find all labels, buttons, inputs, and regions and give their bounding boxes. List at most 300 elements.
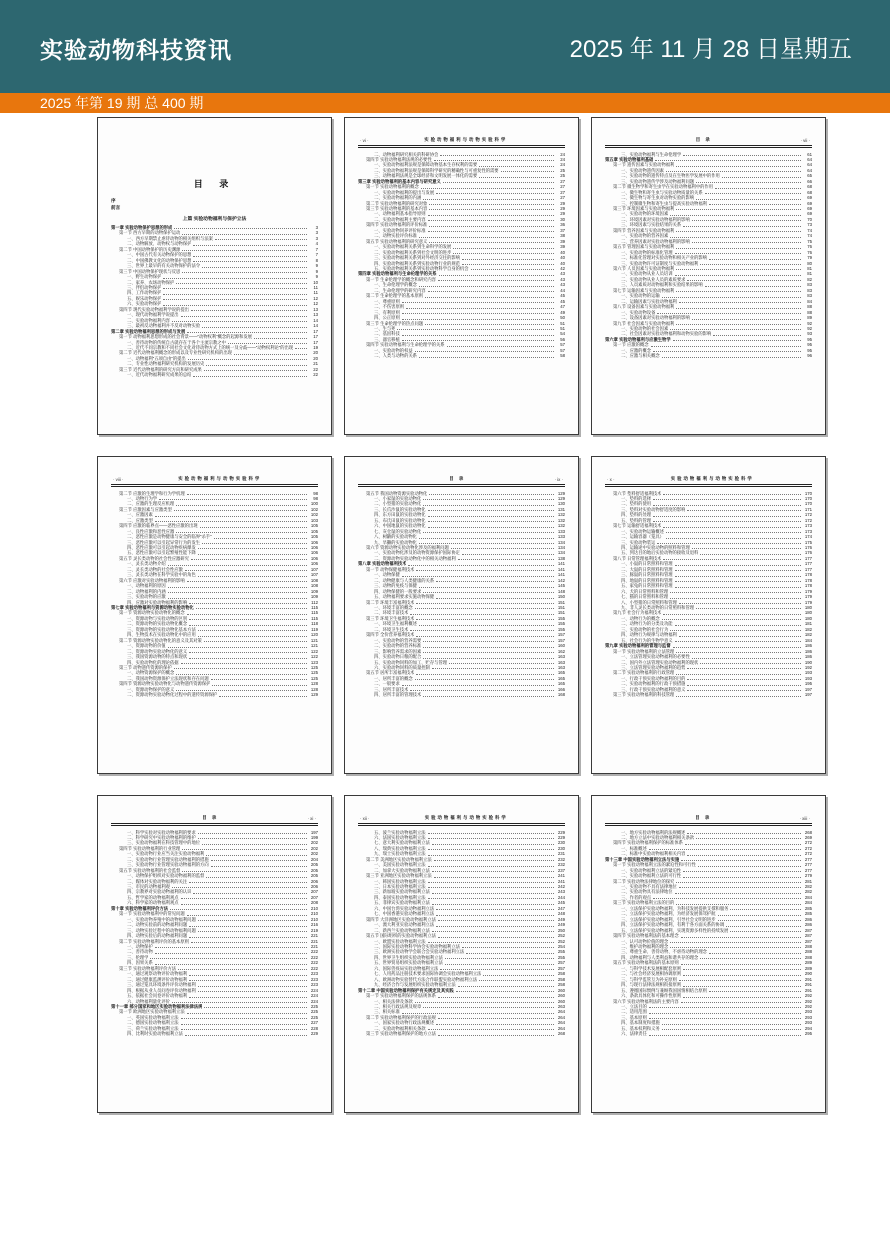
- toc-page-number: 98: [313, 490, 318, 496]
- toc-entry-text: 三、灵长类动物在科学实验中的角色: [127, 572, 196, 578]
- toc-entry-text: 六、实验动物饲料的质量控制: [374, 665, 430, 670]
- toc-entry-text: 第四节 实验动物福利保护的标准体系: [613, 840, 683, 846]
- toc-entry-text: 一、实验动物的环境因素: [621, 211, 669, 217]
- toc-entry-text: 一、环境卫生福利概述: [374, 621, 417, 627]
- toc-entry-text: 五、波兰实验动物福利立法: [374, 829, 426, 835]
- toc-entry-text: 三、新加坡实验动物福利立法: [374, 889, 430, 895]
- toc-entry-text: 六、科学家的动物福利观点: [127, 900, 179, 906]
- toc-page-number: 165: [557, 670, 565, 676]
- toc-page-number: 37: [560, 227, 565, 233]
- toc-entry-text: 第十章 实验动物福利评价方法: [111, 905, 169, 911]
- toc-entry-text: 第二节 近代动物福利概念的形成以及专业性研究机构的出现: [119, 350, 232, 356]
- toc-entry-text: 第二节 实验动物福利保护的行政法规: [366, 1014, 436, 1020]
- toc-page-number: 88: [807, 304, 812, 310]
- toc-entry-text: 三、立法保护实验动物福利，引导社会文明的进步: [621, 916, 716, 922]
- toc-page-number: 40: [560, 249, 565, 255]
- dot-leader: [428, 866, 554, 867]
- dot-leader: [440, 155, 554, 156]
- toc-page-number: 170: [804, 490, 812, 496]
- toc-page-number: 74: [807, 233, 812, 239]
- toc-entry-text: 第四节 实验动物福利的评价标准: [366, 222, 428, 228]
- toc-entry-text: 一、行政干预实验动物福利的目的: [621, 675, 686, 681]
- toc-entry-text: 四、动物保健的一般要求: [374, 588, 422, 594]
- toc-entry-text: 二、我国动物资源保护立法现状和存在问题: [127, 675, 209, 681]
- toc-page-number: 157: [557, 637, 565, 643]
- toc-page-number: 106: [310, 545, 318, 551]
- toc-entry-text: 第五章 实验动物福利基础: [605, 156, 654, 162]
- toc-page-number: 268: [804, 829, 812, 835]
- toc-entry-text: 一、实验动物遗传因素: [621, 167, 664, 173]
- toc-page-number: 272: [804, 840, 812, 846]
- toc-entry-text: 一、居所丰富的概念: [374, 675, 413, 681]
- toc-entry-text: 第六节 资源动物实验动物化涉及的福利问题: [366, 545, 449, 551]
- toc-page-number: 20: [313, 355, 318, 361]
- dot-leader: [150, 958, 307, 959]
- dot-leader: [692, 319, 801, 320]
- toc-page-number: 293: [804, 1020, 812, 1026]
- dot-leader: [438, 920, 554, 921]
- toc-page-number: 17: [313, 339, 318, 345]
- toc-entry-text: 二、实验动物福利立法的可行性: [621, 873, 682, 879]
- toc-entry-text: 第四节 实验动物福利法规的必要性: [366, 156, 432, 162]
- toc-page-number: 112: [311, 599, 318, 605]
- dot-leader: [168, 598, 307, 599]
- toc-page-number: 176: [804, 545, 812, 551]
- toc-page-number: 25: [560, 173, 565, 179]
- toc-page-number: 129: [557, 490, 565, 496]
- toc-entry-text: 一、良性应激和恶性应激: [127, 528, 175, 534]
- toc-page-number: 68: [807, 184, 812, 190]
- dot-leader: [193, 261, 307, 262]
- toc-entry-text: 一、生与死: [374, 326, 396, 331]
- toc-entry-text: 四、生物技术在实验动物化中的应用: [127, 632, 196, 638]
- toc-entry-text: 二、新西兰实验动物福利立法: [374, 927, 430, 933]
- toc-page-number: 243: [557, 889, 565, 895]
- dot-leader: [683, 155, 801, 156]
- toc-page-number: 282: [804, 884, 812, 890]
- toc-entry-text: 第七节 运输舒适福利技术: [613, 523, 662, 529]
- toc-page-number: 282: [804, 889, 812, 895]
- toc-page-number: 260: [557, 993, 565, 999]
- toc-page-number: 225: [310, 1014, 318, 1020]
- dot-leader: [429, 242, 554, 243]
- dot-leader: [419, 357, 554, 358]
- toc-entry-text: 第十二章 中国实验动物福利保护有关规定及其实践: [358, 987, 454, 993]
- toc-entry-text: 二、中国佛教文化的动物保护思想: [127, 257, 192, 263]
- toc-entry-text: 三、我国资源动物的特点和现状: [127, 654, 188, 660]
- dot-leader: [438, 1018, 554, 1019]
- toc-entry-text: 一、实验动物福利关系到生命科学的发展: [374, 244, 452, 250]
- toc-page-number: 24: [560, 156, 565, 162]
- toc-entry-text: 一、中国古代有关动物保护的思想: [127, 252, 192, 258]
- toc-page-number: 98: [313, 495, 318, 501]
- toc-page-number: 171: [804, 506, 812, 512]
- toc-entry-text: 一、微生物和寄生虫与实验动物质量的关系: [621, 189, 703, 195]
- toc-entry-text: 二、实验动物福利关系到社会文明的进步: [374, 249, 452, 255]
- toc-entry-text: 第四节 实验动物福利与生命伦理学的关系: [366, 342, 445, 348]
- toc-entry-text: 第六节 垫料舒适福利技术: [613, 490, 662, 496]
- dot-leader: [181, 663, 307, 664]
- toc-page-number: 178: [804, 577, 812, 583]
- toc-entry-text: 五、动物福利要求实施动物保健: [374, 594, 435, 600]
- dot-leader: [419, 625, 554, 626]
- toc-line: [111, 372, 318, 377]
- toc-entry-text: 一、实验动物的营养因素: [621, 233, 669, 239]
- toc-entry-text: 四、基本制度和措施: [621, 1020, 660, 1026]
- toc-entry-text: 一、动物保护: [127, 944, 153, 950]
- toc-entry-text: 第五节 居所丰富福利技术: [366, 670, 415, 676]
- toc-page-number: 102: [310, 506, 318, 512]
- toc-entry-text: 二、资源动物的实验动物化概念: [127, 621, 188, 627]
- toc-entry-text: 四、动物行为规律与动物福利: [621, 632, 677, 638]
- toc-page-number: 128: [310, 686, 318, 692]
- toc-entry-text: 四、立法保护实验动物福利，有利于各方面关系的协调: [621, 922, 725, 928]
- toc-entry-text: 第八节 设备因素与实验动物福利: [613, 304, 675, 310]
- dot-leader: [709, 991, 801, 992]
- toc-entry-text: 一、环境丰富的概念: [374, 605, 413, 611]
- toc-page-number: 95: [807, 342, 812, 348]
- toc-page-number: 27: [560, 184, 565, 190]
- toc-entry-text: 三、伦理学: [127, 954, 149, 960]
- toc-entry-text: 第一节 实验动物福利中的常见问题: [119, 911, 185, 917]
- dot-leader: [458, 986, 554, 987]
- toc-page-number: 202: [310, 851, 318, 857]
- dot-leader: [726, 926, 801, 927]
- toc-page-number: 84: [807, 298, 812, 304]
- running-header-left: · xii ·: [360, 816, 370, 821]
- dot-leader: [436, 193, 554, 194]
- toc-entry-text: 五、到达目的地后实验动物的接收及退料: [621, 550, 699, 556]
- toc-entry-text: 三、垫料对实验动物舒适度的影响: [621, 506, 686, 512]
- toc-entry-text: 三、动物福利法规是全球经济和文明发展一体化的需要: [374, 173, 478, 179]
- running-header-center: 目 录: [695, 815, 712, 820]
- dot-leader: [198, 833, 307, 834]
- header-rule: [605, 823, 812, 827]
- toc-page-number: 36: [560, 222, 565, 228]
- toc-page-number: 179: [804, 599, 812, 605]
- toc-page-number: 129: [557, 495, 565, 501]
- dot-leader: [462, 947, 554, 948]
- dot-leader: [416, 674, 554, 675]
- dot-leader: [419, 543, 554, 544]
- toc-page-number: 250: [557, 927, 565, 933]
- header-rule: [605, 145, 812, 149]
- toc-page-number: 287: [804, 933, 812, 939]
- dot-leader: [189, 926, 307, 927]
- toc-entry-text: 第二节 实验动物福利评价的基本原则: [119, 938, 189, 944]
- dot-leader: [675, 641, 801, 642]
- toc-entry-text: 第四节 实验动物福利的行业管理: [119, 845, 181, 851]
- toc-entry-text: 第一章 实验动物保护思想的形成: [111, 225, 173, 230]
- toc-page-number: 268: [557, 1031, 565, 1037]
- toc-page-number: 285: [804, 905, 812, 911]
- toc-page-number: 93: [807, 331, 812, 337]
- toc-entry-text: 二、国际实验动物科学协会实验动物福利立法: [374, 944, 460, 950]
- toc-entry-text: 二、实验动物福利的行政干预措施: [621, 681, 686, 687]
- toc-entry-text: 二、媒体对实验动物福利的关注: [127, 878, 188, 884]
- dot-leader: [155, 521, 307, 522]
- toc-page-number: 83: [807, 287, 812, 293]
- toc-entry-text: 三、器官移植: [374, 336, 400, 342]
- toc-entry-text: 三、伴侣动物保护: [127, 284, 162, 290]
- dot-leader: [155, 953, 307, 954]
- dot-leader: [172, 1002, 307, 1003]
- dot-leader: [189, 975, 307, 976]
- toc-page-number: 3: [315, 230, 318, 236]
- dot-leader: [670, 592, 801, 593]
- toc-page-number: 177: [804, 561, 812, 567]
- dot-leader: [443, 182, 554, 183]
- dot-leader: [649, 1007, 801, 1008]
- toc-page-number: 81: [807, 271, 812, 277]
- dot-leader: [662, 619, 801, 620]
- dot-leader: [679, 980, 801, 981]
- toc-entry-text: 一、认可动物价值的理念: [621, 938, 669, 944]
- toc-page-number: 103: [310, 517, 318, 523]
- toc-page-number: 69: [807, 211, 812, 217]
- toc-entry-text: 一、实验动物运输概述: [621, 528, 664, 534]
- toc-page-number: 24: [560, 151, 565, 157]
- toc-page-number: 107: [310, 572, 318, 578]
- toc-entry-text: 八、小型猪的日常照料和管理: [621, 599, 677, 605]
- toc-entry-text: 第五节 实验动物福利法的基本原则: [613, 960, 679, 966]
- dot-leader: [198, 920, 307, 921]
- toc-entry-text: 第四节 实验动物福利法的基本理念: [613, 933, 679, 939]
- toc-page-number: 43: [560, 271, 565, 277]
- toc-page-number: 172: [804, 517, 812, 523]
- running-header-left: · viii ·: [113, 477, 124, 482]
- toc-page-number: 38: [560, 233, 565, 239]
- dot-leader: [676, 231, 801, 232]
- toc-entry-text: 二、资源动物实验动物化的意义: [127, 648, 188, 654]
- toc-entry-text: 二、实验动物的营养标准: [374, 643, 422, 649]
- toc-entry-text: 第五节 国际组织的实验动物福利立法: [366, 933, 436, 939]
- dot-leader: [402, 302, 554, 303]
- dot-leader: [676, 674, 801, 675]
- toc-entry-text: 二、垫料的使用: [621, 501, 652, 507]
- toc-entry-text: 四、恶性应激可以引起动物疾病爆发: [127, 545, 196, 551]
- toc-page-number: 223: [310, 971, 318, 977]
- toc-entry-text: 三、作者的观点: [621, 894, 652, 900]
- toc-entry-text: 第一节 应激的概念: [613, 342, 649, 348]
- dot-leader: [202, 267, 307, 268]
- dot-leader: [189, 625, 307, 626]
- dot-leader: [663, 494, 801, 495]
- dot-leader: [410, 630, 554, 631]
- dot-leader: [191, 942, 307, 943]
- toc-entry-text: 二、适用范围: [621, 1009, 647, 1015]
- dot-leader: [730, 931, 801, 932]
- running-header-center: 目 录: [695, 137, 712, 142]
- toc-page-number: 106: [310, 561, 318, 567]
- toc-entry-text: 第一节 实验动物福利立法的紧迫性和可行性: [613, 862, 696, 868]
- dot-leader: [440, 969, 554, 970]
- toc-entry-text: 第四节 资源动物实验动物化与动物遗传资源保护: [119, 681, 211, 687]
- toc-page-number: 7: [315, 246, 318, 252]
- dot-leader: [687, 280, 801, 281]
- toc-page-thumbnail-5: [344, 456, 579, 774]
- dot-leader: [675, 587, 801, 588]
- toc-entry-text: 第三节 实验动物福利的科技管理: [613, 692, 675, 698]
- toc-entry-text: 一、实验动物福利的提出与发展: [374, 189, 435, 195]
- dot-leader: [410, 690, 554, 691]
- dot-leader: [181, 1024, 307, 1025]
- dot-leader: [181, 898, 307, 899]
- dot-leader: [415, 351, 554, 352]
- dot-leader: [408, 565, 554, 566]
- dot-leader: [651, 346, 801, 347]
- toc-entry-text: 三、与科学监管互为补充原则: [621, 976, 677, 982]
- toc-entry-text: 三、行政干预实验动物福利的意义: [621, 686, 686, 692]
- toc-entry-text: 第三节 实验动物福利立法的目的: [613, 900, 675, 906]
- toc-entry-text: 一、实验动物的权益: [374, 347, 413, 353]
- dot-leader: [410, 614, 554, 615]
- toc-entry-text: 六、中国台湾实验动物福利立法: [374, 905, 435, 911]
- dot-leader: [696, 838, 801, 839]
- dot-leader: [653, 505, 801, 506]
- dot-leader: [662, 1029, 801, 1030]
- dot-leader: [456, 991, 554, 992]
- toc-page-number: 288: [804, 949, 812, 955]
- dot-leader: [429, 209, 554, 210]
- toc-page-number: 122: [310, 648, 318, 654]
- toc-page-number: 95: [807, 347, 812, 353]
- toc-page-number: 221: [310, 938, 318, 944]
- toc-page-number: 287: [804, 938, 812, 944]
- toc-page-number: 69: [807, 200, 812, 206]
- toc-page-number: 174: [804, 534, 812, 540]
- toc-page-number: 141: [557, 572, 565, 578]
- header-rule: [605, 484, 812, 488]
- dot-leader: [187, 915, 307, 916]
- toc-page-number: 210: [310, 905, 318, 911]
- toc-entry-text: 一、实验动物福利立法的紧迫性: [621, 867, 682, 873]
- toc-page-number: 134: [557, 539, 565, 545]
- dot-leader: [696, 199, 801, 200]
- dot-leader: [168, 647, 307, 648]
- toc-page-number: 105: [310, 528, 318, 534]
- toc-entry-text: 五、社会行为的生物学意义: [621, 637, 673, 643]
- toc-entry-text: 第六节 实验动物福利法的主要内容: [613, 998, 679, 1004]
- toc-page-number: 51: [560, 320, 565, 326]
- masthead-date: 2025 年 11 月 28 日星期五: [569, 36, 852, 63]
- toc-entry-text: 五、世界贸易组织实验动物福利立法: [374, 960, 443, 966]
- dot-leader: [666, 538, 801, 539]
- toc-page-number: 82: [807, 276, 812, 282]
- toc-page-number: 179: [804, 594, 812, 600]
- toc-page-number: 100: [310, 501, 318, 507]
- dot-leader: [198, 931, 307, 932]
- dot-leader: [653, 351, 801, 352]
- toc-entry-text: 七、人用药品注册技术要求国际协调会实验动物福利立法: [374, 971, 482, 977]
- toc-page-number: 96: [807, 353, 812, 359]
- toc-page-number: 11: [313, 284, 318, 290]
- toc-page-thumbnail-1: [97, 117, 332, 435]
- dot-leader: [687, 668, 801, 669]
- dot-leader: [170, 909, 307, 910]
- dot-leader: [428, 898, 554, 899]
- toc-page-number: 163: [557, 659, 565, 665]
- toc-page-number: 155: [557, 626, 565, 632]
- toc-page-number: 43: [560, 282, 565, 288]
- toc-page-number: 176: [804, 550, 812, 556]
- dot-leader: [675, 253, 801, 254]
- dot-leader: [434, 160, 554, 161]
- dot-leader: [428, 527, 554, 528]
- toc-entry-text: 三、市民的动物福利观: [127, 884, 170, 890]
- toc-entry-text: 一、相关法律及条款: [374, 998, 413, 1004]
- dot-leader: [187, 614, 307, 615]
- dot-leader: [174, 510, 307, 511]
- toc-page-number: 162: [557, 648, 565, 654]
- toc-entry-text: 三、最初反动物福利并不反对动物实验: [127, 323, 201, 329]
- dot-leader: [416, 603, 554, 604]
- toc-entry-text: 二、家养、农场动物保护: [127, 279, 175, 285]
- toc-page-number: 79: [807, 255, 812, 261]
- masthead: [0, 0, 890, 93]
- dot-leader: [687, 679, 801, 680]
- dot-leader: [406, 308, 554, 309]
- header-rule: [358, 484, 565, 488]
- toc-page-number: 61: [807, 151, 812, 157]
- toc-entry-text: 一、通过观察动物评价动物福利: [127, 971, 188, 977]
- toc-entry-text: 二、与社会经济发展相协调原则: [621, 971, 682, 977]
- toc-entry-text: 一、动物资源保护的概念: [127, 670, 175, 676]
- dot-leader: [466, 953, 554, 954]
- toc-entry-text: 一、应激因素: [127, 512, 153, 518]
- toc-entry-text: 二、动物解放、动物权与动物保护: [127, 241, 192, 247]
- toc-line: [358, 353, 565, 358]
- toc-entry-text: 三、荷兰实验动物福利立法: [127, 1025, 179, 1031]
- toc-entry-text: 一、澳大利亚实验动物福利立法: [374, 922, 435, 928]
- dot-leader: [181, 904, 307, 905]
- toc-page-number: 148: [557, 588, 565, 594]
- running-header-center: 实验动物福利与动物实验科学: [424, 137, 508, 142]
- toc-page-number: 288: [804, 944, 812, 950]
- dot-leader: [155, 516, 307, 517]
- dot-leader: [462, 554, 554, 555]
- toc-page-number: 58: [560, 353, 565, 359]
- dot-leader: [462, 264, 554, 265]
- toc-page-thumbnail-9: [591, 795, 826, 1113]
- toc-entry-text: 五、立法保护实验动物福利，实现资源多样性的持续发展: [621, 927, 729, 933]
- toc-page-number: 210: [310, 916, 318, 922]
- toc-page-number: 57: [560, 347, 565, 353]
- toc-entry-text: 六、犬的日常照料和管理: [621, 588, 669, 594]
- dot-leader: [193, 256, 307, 257]
- toc-page-number: 230: [557, 840, 565, 846]
- toc-entry-text: 三、控制微生物和寄生虫与提高实验动物福利: [621, 200, 707, 206]
- toc-entry-text: 七、意大利实验动物福利立法: [374, 840, 430, 846]
- running-header-center: 目 录: [202, 815, 219, 820]
- dot-leader: [687, 855, 801, 856]
- dot-leader: [163, 294, 307, 295]
- dot-leader: [662, 1024, 801, 1025]
- toc-entry-text: 一、资源动物与实验动物的区别: [127, 615, 188, 621]
- dot-leader: [185, 570, 307, 571]
- toc-page-number: 247: [557, 905, 565, 911]
- toc-page-number: 45: [560, 293, 565, 299]
- toc-page-number: 202: [310, 845, 318, 851]
- toc-page-number: 11: [313, 290, 318, 296]
- toc-entry-text: 二、恶性应激是动物健康与安全的临界“杀手”: [127, 534, 212, 540]
- toc-page-number: 245: [557, 900, 565, 906]
- toc-page-number: 216: [310, 922, 318, 928]
- dot-leader: [434, 860, 554, 861]
- dot-leader: [185, 1035, 307, 1036]
- toc-entry-text: 二、一般要求: [374, 681, 400, 687]
- toc-page-number: 285: [804, 911, 812, 917]
